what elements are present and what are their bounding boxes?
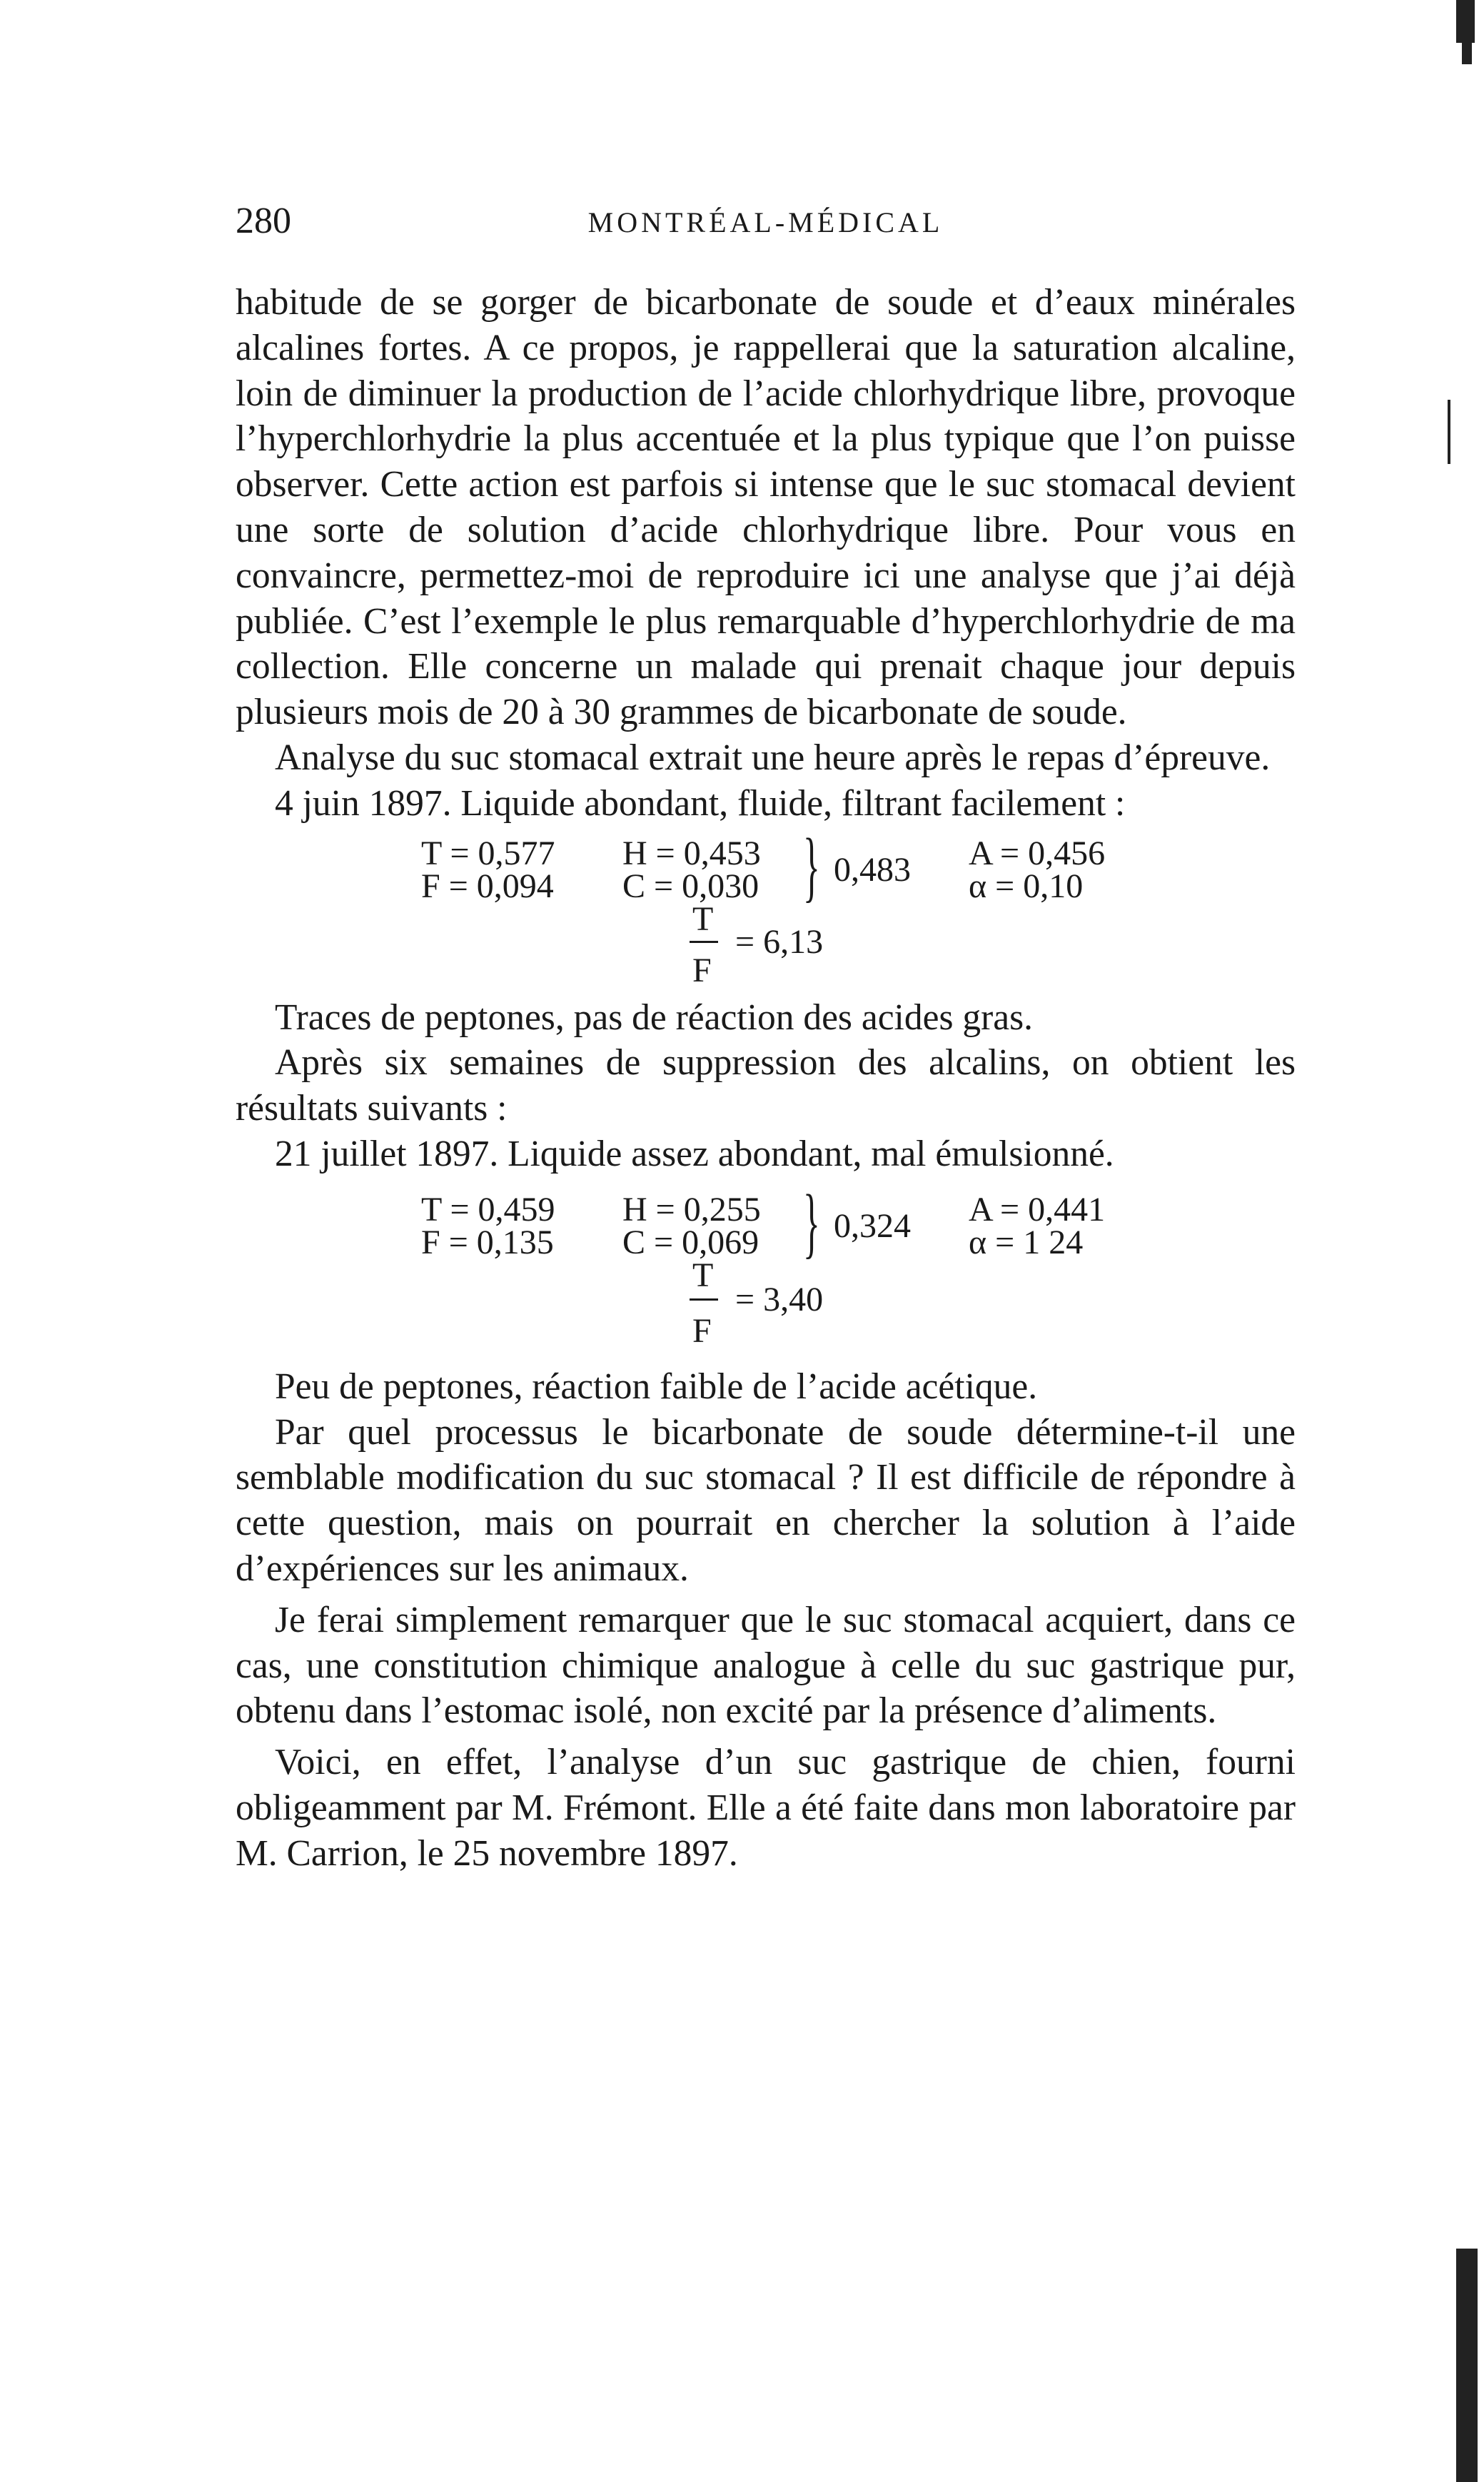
ratio-value: = 6,13 — [735, 922, 824, 961]
value-alpha: α = 1 24 — [969, 1223, 1084, 1261]
value-H: H = 0,255 — [622, 1190, 761, 1229]
paragraph-date-2: 21 juillet 1897. Liquide assez abondant, mal émulsionné. — [275, 1133, 1114, 1174]
value-C: C = 0,069 — [622, 1223, 759, 1261]
value-F: F = 0,135 — [421, 1223, 554, 1261]
value-F: F = 0,094 — [421, 867, 554, 905]
paragraph-traces-peptones: Traces de peptones, pas de réaction des acides gras. — [275, 997, 1034, 1038]
value-alpha: α = 0,10 — [969, 867, 1084, 905]
value-T: T = 0,459 — [421, 1190, 555, 1229]
brace-icon: } — [803, 822, 820, 909]
value-H: H = 0,453 — [622, 834, 761, 872]
paragraph-peu-peptones: Peu de peptones, réaction faible de l’acide acétique. — [275, 1366, 1038, 1407]
paragraph-saturation-alcaline: habitude de se gorger de bicarbonate de soude et d’eaux minérales alcalines fortes. A ce propos, je rappellerai que la saturation alcaline, loin de diminuer la production de l’acide chlorhydrique libre, provoque l’hyperchlorhydrie la plus accentuée et la plus typique que l’on puisse observer. Cette action est parfois si intense que le suc stomacal devient une sorte de solution d’acide chlorhydrique libre. Pour vous en convaincre, permettez-moi de reproduire ici une analyse que j’ai déjà publiée. C’est l’exemple le plus remarquable d’hyperchlorhydrie de ma collection. Elle concerne un malade qui prenait chaque jour depuis plusieurs mois de 20 à 30 grammes de bicarbonate de soude. — [236, 282, 1296, 733]
paragraph-processus: Par quel processus le bicarbonate de soude détermine-t-il une semblable modification du suc stomacal ? Il est difficile de répondre à cette question, mais on pourrait en chercher la solution à l’aide d’expériences sur les animaux. — [236, 1411, 1296, 1589]
analysis-table-1 — [236, 822, 1296, 995]
ratio-numerator: T — [692, 899, 714, 938]
paragraph-six-semaines: Après six semaines de suppression des alcalins, on obtient les résultats suivants : — [236, 1042, 1296, 1129]
fraction-bar — [690, 1298, 718, 1301]
running-head: MONTRÉAL-MÉDICAL — [587, 206, 944, 238]
brace-icon: } — [803, 1178, 820, 1266]
page-body — [236, 280, 1296, 1877]
value-H-plus-C: 0,324 — [834, 1206, 911, 1245]
value-A: A = 0,456 — [969, 834, 1106, 872]
paragraph-analyse-chien: Voici, en effet, l’analyse d’un suc gastrique de chien, fourni obligeamment par M. Frémont. Elle a été faite dans mon laboratoire par M. Carrion, le 25 novembre 1897. — [236, 1742, 1296, 1874]
scan-edge-mark-top-small — [1462, 43, 1472, 64]
page-number: 280 — [236, 201, 291, 241]
value-C: C = 0,030 — [622, 867, 759, 905]
paragraph-remarque: Je ferai simplement remarquer que le suc stomacal acquiert, dans ce cas, une constitution chimique analogue à celle du suc gastrique pur, obtenu dans l’estomac isolé, non excité par la présence d’aliments. — [236, 1599, 1296, 1732]
page-header — [236, 200, 1296, 250]
scan-margin-line — [1448, 400, 1450, 464]
fraction-bar — [690, 941, 718, 943]
paragraph-date-1: 4 juin 1897. Liquide abondant, fluide, filtrant facilement : — [275, 782, 1126, 824]
ratio-denominator: F — [692, 1311, 712, 1350]
analysis-table-2 — [236, 1177, 1296, 1364]
ratio-value: = 3,40 — [735, 1280, 824, 1318]
ratio-numerator: T — [692, 1256, 714, 1294]
value-H-plus-C: 0,483 — [834, 850, 911, 889]
scan-edge-mark-top — [1456, 0, 1475, 43]
scan-edge-mark-bottom — [1456, 2249, 1478, 2482]
value-A: A = 0,441 — [969, 1190, 1106, 1229]
paragraph-analyse-intro: Analyse du suc stomacal extrait une heure après le repas d’épreuve. — [275, 737, 1271, 778]
value-T: T = 0,577 — [421, 834, 555, 872]
ratio-denominator: F — [692, 951, 712, 989]
